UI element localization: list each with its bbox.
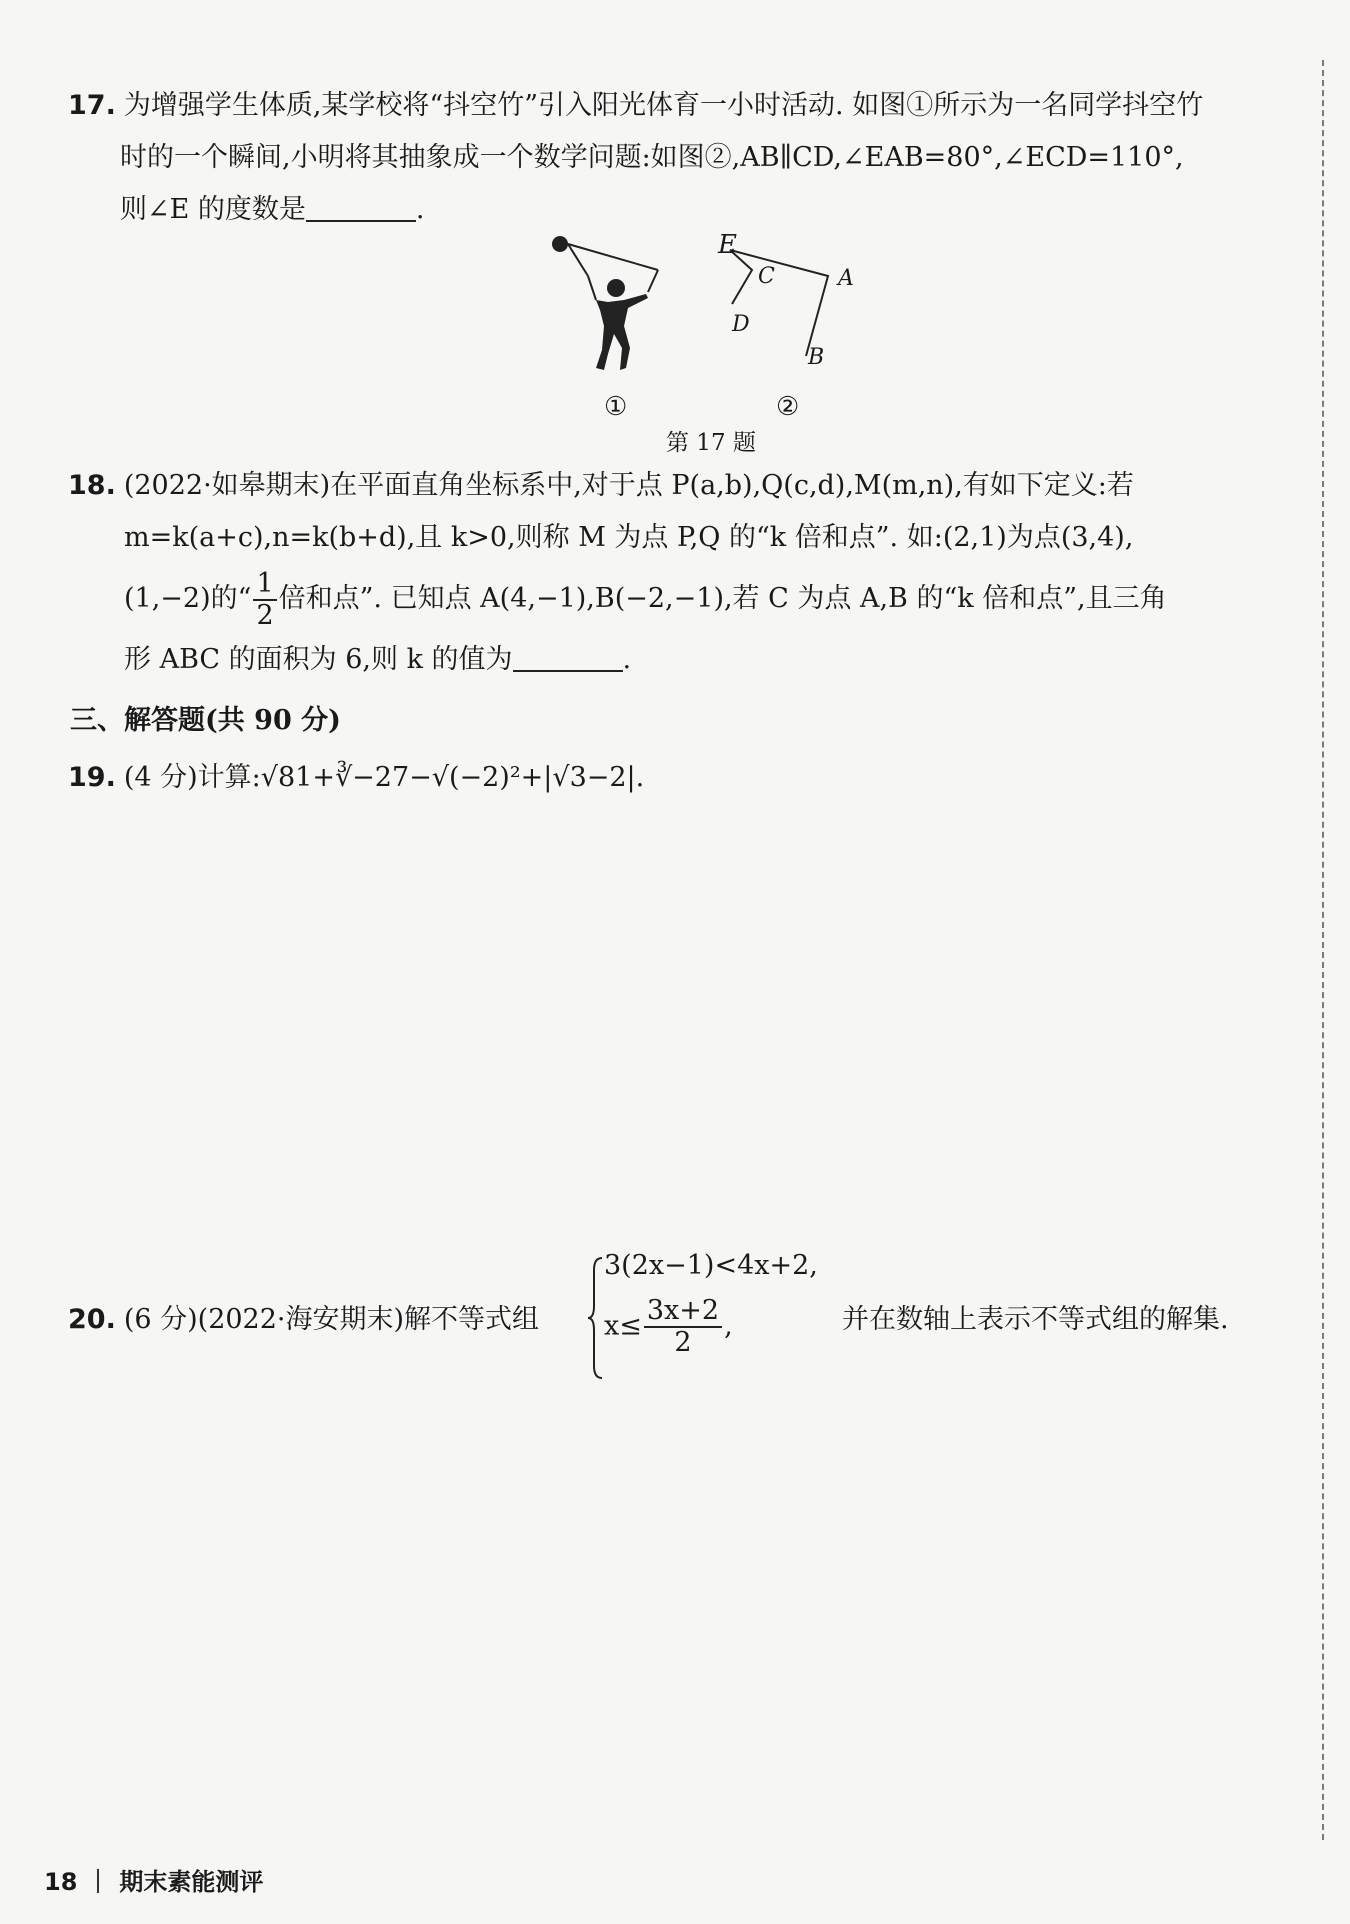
diabolo-player-figure (548, 230, 673, 380)
question-text: (2022·如皋期末)在平面直角坐标系中,对于点 P(a,b),Q(c,d),M(m,n),有如下定义:若 (123, 470, 1134, 501)
section-heading: 三、解答题(共 90 分) (70, 705, 341, 736)
inequality-system (588, 1250, 848, 1380)
diabolo-stick (588, 276, 596, 300)
question-17 (68, 80, 1308, 236)
figure-caption: 第 17 题 (666, 430, 756, 456)
cut-line (1322, 60, 1324, 1840)
question-text: (4 分)计算:√81+∛−27−√(−2)²+|√3−2|. (123, 762, 645, 793)
page-footer (44, 1862, 263, 1897)
diabolo (552, 236, 568, 252)
inequality-2: x≤ $\frac{3x+2}{2}$ , (604, 1295, 733, 1358)
question-text: 倍和点”. 已知点 A(4,−1),B(−2,−1),若 C 为点 A,B 的“k 倍和点”,且三角 (278, 583, 1167, 614)
question-text: m=k(a+c),n=k(b+d),且 k>0,则称 M 为点 P,Q 的“k 倍和点”. 如:(2,1)为点(3,4), (124, 522, 1134, 553)
page-number: 18 (44, 1868, 78, 1896)
question-text: (6 分)(2022·海安期末)解不等式组 (123, 1304, 540, 1335)
figure-label-2: ② (776, 392, 800, 422)
line-e-a-b (730, 250, 828, 356)
diabolo-stick (648, 270, 658, 292)
point-label-b: B (808, 345, 825, 370)
question-number: 19. (68, 762, 116, 793)
inequality-1: 3(2x−1)<4x+2, (604, 1250, 818, 1281)
point-label-e: E (718, 230, 737, 260)
question-text: 时的一个瞬间,小明将其抽象成一个数学问题:如图②,AB∥CD,∠EAB=80°,∠ECD=110°, (120, 142, 1184, 173)
point-label-a: A (838, 266, 854, 291)
point-label-c: C (758, 264, 775, 289)
fraction-one-half: $\frac{1}{2}$ (253, 569, 276, 631)
point-label-d: D (732, 312, 750, 337)
footer-divider (97, 1869, 99, 1893)
player-head (607, 279, 625, 297)
question-number: 17. (68, 90, 116, 121)
question-number: 18. (68, 470, 116, 501)
question-text: 则∠E 的度数是 (120, 194, 306, 225)
player-body (596, 294, 648, 370)
question-19 (68, 752, 1308, 804)
question-text: 并在数轴上表示不等式组的解集. (842, 1304, 1229, 1335)
answer-blank[interactable] (513, 640, 623, 672)
question-18 (68, 460, 1308, 686)
period: . (622, 644, 632, 675)
brace (588, 1256, 604, 1380)
answer-blank[interactable] (306, 190, 416, 222)
question-text: 为增强学生体质,某学校将“抖空竹”引入阳光体育一小时活动. 如图①所示为一名同学抖空竹 (123, 90, 1204, 121)
question-number: 20. (68, 1304, 116, 1335)
period: . (415, 194, 425, 225)
question-text: (1,−2)的“ (124, 583, 252, 614)
question-text: 形 ABC 的面积为 6,则 k 的值为 (124, 644, 513, 675)
figure-label-1: ① (604, 392, 628, 422)
footer-title: 期末素能测评 (119, 1868, 264, 1896)
